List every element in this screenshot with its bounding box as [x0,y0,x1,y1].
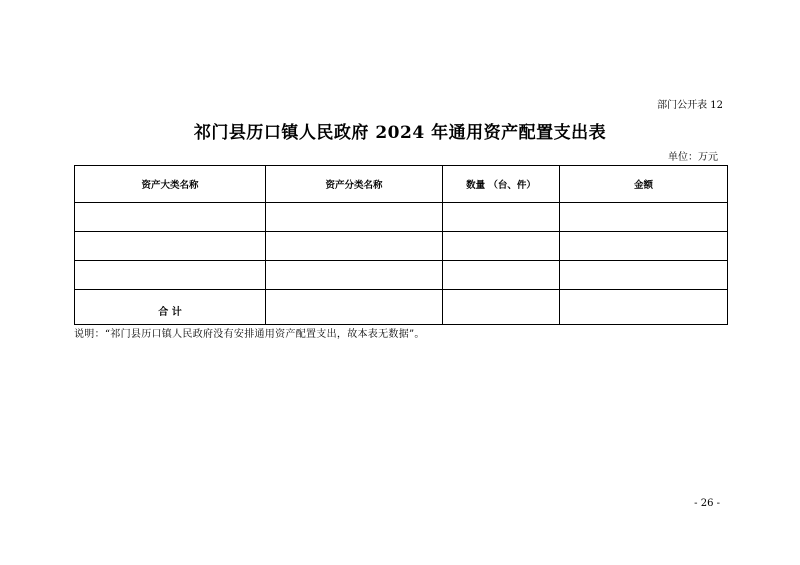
table-cell [75,261,266,290]
table-cell [443,232,560,261]
total-row [75,290,728,325]
table-cell [560,261,728,290]
table-cell [75,232,266,261]
table-cell [266,232,443,261]
table-cell [560,290,728,325]
header-amount: 金额 [560,166,728,203]
table-cell [266,261,443,290]
header-quantity: 数量 （台、件） [443,166,560,203]
header-asset-category: 资产大类名称 [75,166,266,203]
page-number: - 26 - [694,498,720,509]
table-cell [560,203,728,232]
unit-label: 单位：万元 [668,152,718,163]
table-row [75,261,728,290]
table-cell [560,232,728,261]
table-header-row [75,166,728,203]
table-cell [443,261,560,290]
header-asset-class: 资产分类名称 [266,166,443,203]
table-row [75,232,728,261]
table-cell [266,203,443,232]
table-row [75,203,728,232]
table-cell [75,203,266,232]
asset-allocation-table [74,165,728,325]
total-label: 合 计 [75,290,266,325]
page-title: 祁门县历口镇人民政府 2024 年通用资产配置支出表 [193,123,607,143]
table-cell [443,290,560,325]
table-cell [266,290,443,325]
table-number: 部门公开表 12 [657,100,723,111]
table-cell [443,203,560,232]
explanation-note: 说明：“祁门县历口镇人民政府没有安排通用资产配置支出，故本表无数据”。 [74,329,425,340]
